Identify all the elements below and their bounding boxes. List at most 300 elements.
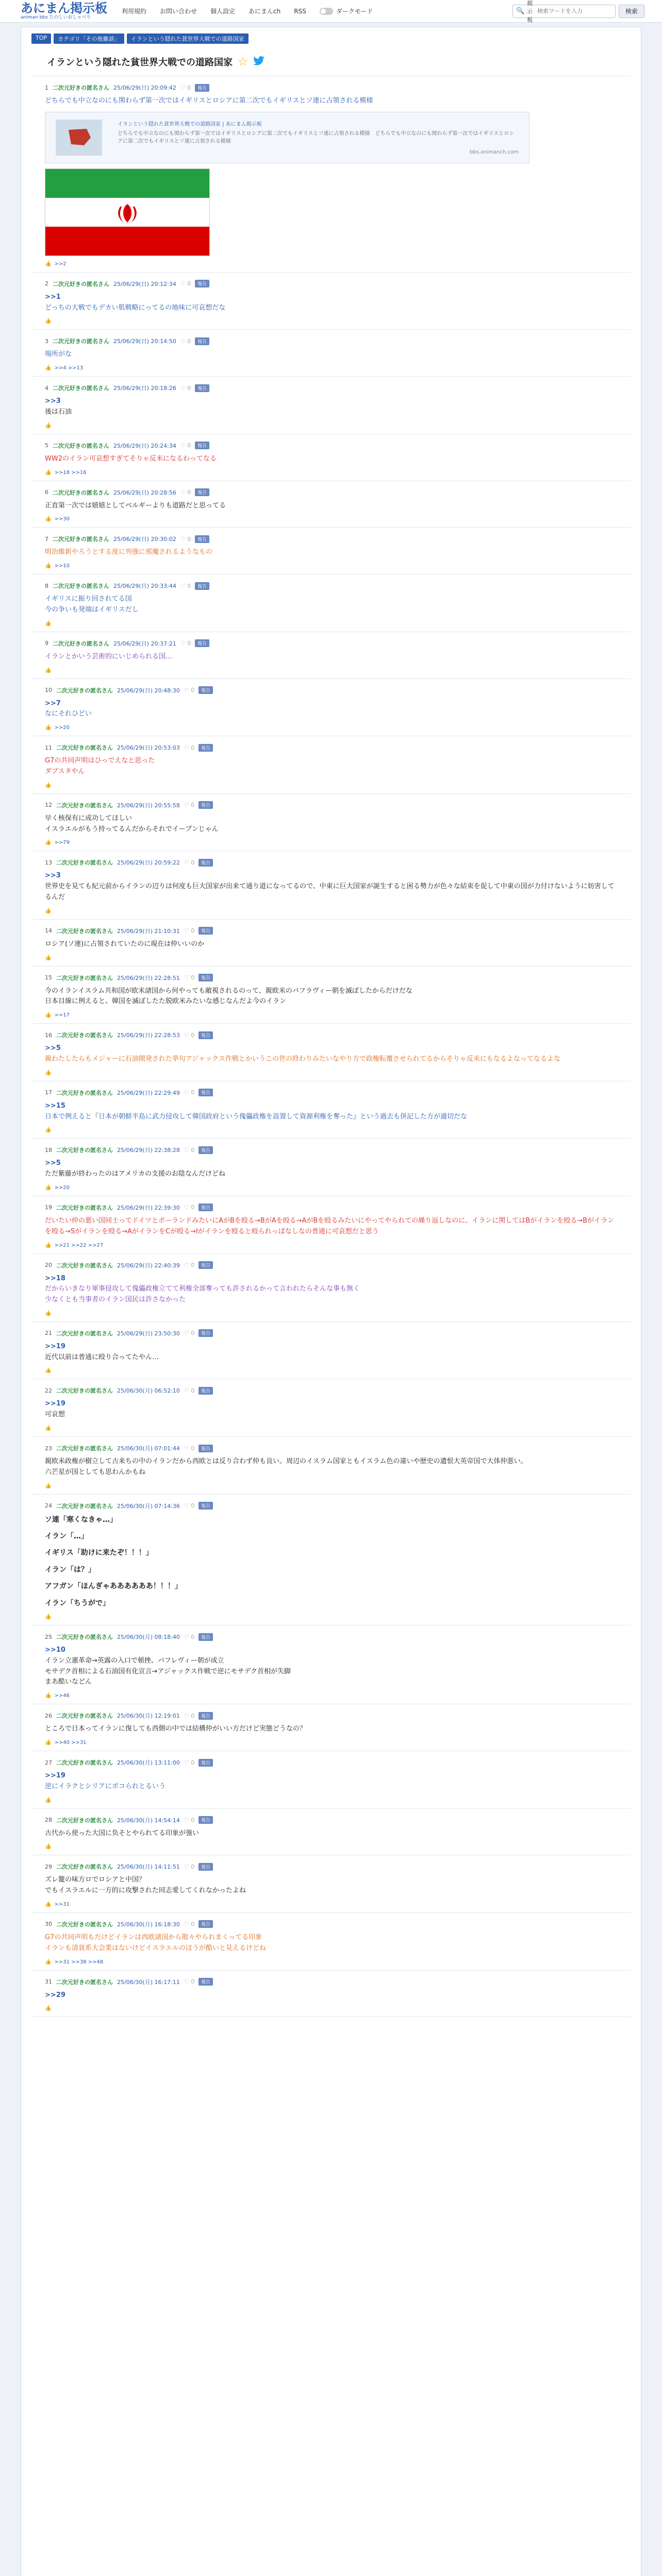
like-count[interactable]: ♡ 0 [184,974,195,981]
report-button[interactable]: 報告 [195,639,209,647]
post-date: 25/06/29(日) 20:33:44 [113,583,176,590]
thumbs-up-icon[interactable]: 👍 [45,908,52,914]
like-count[interactable]: ♡ 0 [184,1978,195,1986]
post-body [45,1274,617,1306]
post-number[interactable]: 4 [45,384,48,392]
nav-settings[interactable]: 個人設定 [210,8,236,15]
post-meta [45,384,617,392]
reply-links[interactable]: >>31 [54,1901,70,1907]
post-body [45,396,617,418]
post-meta [45,442,617,450]
post-meta [45,1502,617,1510]
like-count[interactable]: ♡ 0 [180,384,191,392]
report-button[interactable]: 報告 [198,974,213,981]
report-button[interactable]: 報告 [195,582,209,590]
post-date: 25/06/30(月) 16:18:30 [117,1921,180,1928]
reply-links[interactable]: >>4 >>13 [54,365,84,371]
post-body [45,1101,617,1123]
reply-anchor[interactable]: >>5 [45,1159,61,1167]
reply-anchor[interactable]: >>29 [45,1991,65,1999]
report-button[interactable]: 報告 [198,1920,213,1928]
thumbs-up-icon[interactable]: 👍 [45,1070,52,1076]
like-count[interactable]: ♡ 0 [184,687,195,694]
post [31,679,631,737]
reply-anchor[interactable]: >>5 [45,1044,61,1053]
thumbs-up-icon[interactable]: 👍 [45,1959,52,1965]
post-date: 25/06/29(日) 22:28:53 [117,1032,180,1039]
report-button[interactable]: 報告 [195,535,209,543]
post-date: 25/06/29(日) 22:39:30 [117,1204,180,1211]
thumbs-up-icon[interactable]: 👍 [45,1901,52,1907]
thumbs-up-icon[interactable]: 👍 [45,1242,52,1248]
post-list [31,76,631,2017]
like-count[interactable]: ♡ 0 [180,337,191,345]
post-number[interactable]: 2 [45,280,48,287]
report-button[interactable]: 報告 [198,1978,213,1986]
reply-links[interactable]: >>30 [54,516,70,522]
poster-name: 二次元好きの匿名さん [56,1387,113,1395]
poster-name: 二次元好きの匿名さん [56,744,113,752]
post-line: どちらでも中立なのにも関わらず第一次ではイギリスとロシアに第二次でもイギリスとソ連に占領される模様 [45,97,373,105]
post-date: 25/06/30(月) 16:17:11 [117,1978,180,1986]
post [31,434,631,481]
like-count[interactable]: ♡ 0 [180,280,191,287]
top-bar [0,0,662,23]
post [31,1495,631,1625]
post-number[interactable]: 13 [45,859,52,866]
thumbs-up-icon[interactable]: 👍 [45,1310,52,1316]
post [31,1913,631,1971]
thumbs-up-icon[interactable]: 👍 [45,1693,52,1699]
link-card-thumbnail [56,120,102,156]
report-button[interactable]: 報告 [195,442,209,449]
report-button[interactable]: 報告 [198,1261,213,1269]
post-line: ロシア(ソ連)に占領されていたのに現在は仲いいのか [45,940,205,948]
post-number[interactable]: 30 [45,1921,52,1928]
post-line: イランとかいう芸術的にいじめられる国… [45,652,173,660]
reply-anchor[interactable]: >>19 [45,1400,65,1408]
post-line: 今の争いも発端はイギリスだし [45,605,139,614]
poster-name: 二次元好きの匿名さん [56,1863,113,1871]
report-button[interactable]: 報告 [195,84,209,92]
post-number[interactable]: 29 [45,1863,52,1870]
post-meta [45,535,617,543]
post-line: 六芒星が国としても思わんかもね [45,1468,146,1476]
post-number[interactable]: 18 [45,1146,52,1154]
post-number[interactable]: 25 [45,1633,52,1640]
report-button[interactable]: 報告 [198,1712,213,1720]
post-number[interactable]: 20 [45,1262,52,1268]
post-number[interactable]: 8 [45,582,48,589]
post-footer [45,365,617,371]
report-button[interactable]: 報告 [198,801,213,809]
post-date: 25/06/29(日) 22:38:28 [117,1147,180,1154]
post-date: 25/06/29(日) 20:24:34 [113,442,176,449]
like-count[interactable]: ♡ 0 [184,1502,195,1510]
like-count-value: 0 [191,1978,195,1986]
post-meta [45,927,617,935]
post-line: イランも清貧系大会業はないけどイスラエルのほうが酷いと見えるけどね [45,1944,266,1952]
post-body [45,1990,617,2001]
like-count[interactable]: ♡ 0 [184,1089,195,1096]
favorite-star-icon[interactable]: ☆ [238,55,248,69]
reply-links[interactable]: >>79 [54,840,70,846]
reply-links[interactable]: >>40 >>31 [54,1740,87,1745]
thumbs-up-icon[interactable]: 👍 [45,469,52,476]
like-count[interactable]: ♡ 0 [180,442,191,449]
like-count[interactable]: ♡ 0 [184,1387,195,1394]
like-count[interactable]: ♡ 0 [180,535,191,543]
post-number[interactable]: 5 [45,442,48,449]
post-number[interactable]: 9 [45,640,48,647]
poster-name: 二次元好きの匿名さん [56,1978,113,1986]
post-number[interactable]: 24 [45,1502,52,1510]
post-body [45,1724,617,1735]
reply-anchor[interactable]: >>3 [45,872,61,880]
thumbs-up-icon[interactable]: 👍 [45,1184,52,1191]
thumbs-up-icon[interactable]: 👍 [45,365,52,371]
breadcrumb-thread[interactable]: イランという隠れた貧世界大戦での道路国家 [127,33,249,44]
like-count[interactable]: ♡ 0 [180,489,191,496]
post-line: 世界史を見ても紀元前からイランの辺りは何度も巨大国家が出来て通り道になってるので、中東に巨大国家が誕生すると困る勢力が色々な結束を促して中東の国が力付けないように妨害してるんだ [45,883,615,901]
post [31,736,631,794]
reply-anchor[interactable]: >>10 [45,1646,65,1654]
post-line: アフガン「ほんぎゃああああああ！！！」 [45,1582,182,1591]
like-count-value: 0 [191,1204,195,1211]
post-meta [45,1758,617,1767]
thumbs-up-icon[interactable]: 👍 [45,1740,52,1745]
thumbs-up-icon[interactable]: 👍 [45,1844,52,1850]
post-line: イギリス「助けに来たぞ！！！」 [45,1549,153,1557]
like-count[interactable]: ♡ 0 [184,1863,195,1870]
iran-flag-image[interactable] [45,168,210,256]
post-meta [45,1031,617,1039]
post [31,1379,631,1437]
post [31,794,631,852]
like-count[interactable]: ♡ 0 [184,744,195,751]
post-body [45,1456,617,1478]
report-button[interactable]: 報告 [195,488,209,496]
post-line: ソ連「寒くなきゃ…」 [45,1515,117,1524]
post-number[interactable]: 23 [45,1445,52,1452]
report-button[interactable]: 報告 [198,1816,213,1824]
post-date: 25/06/30(月) 07:14:36 [117,1502,180,1510]
like-count-value: 0 [191,1712,195,1719]
post-meta [45,1816,617,1824]
search-icon: 🔍 [516,7,525,15]
like-count[interactable]: ♡ 0 [184,1204,195,1211]
like-count[interactable]: ♡ 0 [180,582,191,589]
post-meta [45,743,617,752]
post-body [45,814,617,835]
post-footer [45,955,617,961]
post-number[interactable]: 14 [45,927,52,935]
reply-anchor[interactable]: >>7 [45,699,61,707]
report-button[interactable]: 報告 [198,1445,213,1452]
like-count-value: 0 [187,384,191,392]
post-body [45,349,617,360]
thumbs-up-icon[interactable]: 👍 [45,1614,52,1620]
post-body [45,292,617,314]
poster-name: 二次元好きの匿名さん [56,1817,113,1824]
search-input[interactable] [537,8,612,14]
post-footer [45,1483,617,1489]
poster-name: 二次元好きの匿名さん [56,1713,113,1720]
post-footer [45,1902,617,1907]
like-count[interactable]: ♡ 0 [184,1262,195,1268]
post-number[interactable]: 6 [45,489,48,496]
like-count-value: 0 [187,489,191,496]
post-number[interactable]: 10 [45,687,52,694]
report-button[interactable]: 報告 [198,1759,213,1767]
post-date: 25/06/30(月) 14:54:14 [117,1817,180,1824]
like-count-value: 0 [187,640,191,647]
breadcrumb-category[interactable]: カテゴリ「その他雑談」 [54,33,124,44]
post-number[interactable]: 3 [45,337,48,345]
poster-name: 二次元好きの匿名さん [53,338,109,345]
post-line: イラン「…」 [45,1532,88,1541]
thumbs-up-icon[interactable]: 👍 [45,1797,52,1803]
search-button[interactable]: 検索 [619,5,644,18]
post-date: 25/06/30(月) 06:52:10 [117,1387,180,1395]
thumbs-up-icon[interactable]: 👍 [45,318,52,325]
post-body [45,501,617,512]
post [31,330,631,377]
like-count-value: 0 [187,337,191,345]
post-meta [45,83,617,92]
post-date: 25/06/29(日) 22:29:49 [117,1089,180,1096]
search-area [512,0,644,23]
reply-anchor[interactable]: >>3 [45,397,61,405]
report-button[interactable]: 報告 [198,1204,213,1211]
like-count[interactable]: ♡ 0 [184,1712,195,1719]
reply-links[interactable]: >>20 [54,1184,70,1191]
report-button[interactable]: 報告 [198,1031,213,1039]
post [31,1081,631,1139]
post [31,1704,631,1751]
poster-name: 二次元好きの匿名さん [56,927,113,935]
thumbs-up-icon[interactable]: 👍 [45,563,52,569]
reply-anchor[interactable]: >>19 [45,1772,65,1780]
post-number[interactable]: 12 [45,802,52,809]
post-number[interactable]: 15 [45,974,52,981]
like-count[interactable]: ♡ 0 [184,1921,195,1928]
post-footer [45,783,617,788]
post-number[interactable]: 28 [45,1817,52,1824]
report-button[interactable]: 報告 [198,927,213,935]
thumbs-up-icon[interactable]: 👍 [45,725,52,731]
reply-anchor[interactable]: >>15 [45,1101,65,1110]
like-count[interactable]: ♡ 0 [184,1445,195,1452]
dark-mode-toggle[interactable] [320,7,373,15]
post-footer [45,1740,617,1745]
poster-name: 二次元好きの匿名さん [53,536,109,543]
thumbs-up-icon[interactable]: 👍 [45,1368,52,1374]
like-count-value: 0 [191,1031,195,1039]
thumbs-up-icon[interactable]: 👍 [45,1483,52,1489]
post [31,76,631,273]
poster-name: 二次元好きの匿名さん [53,280,109,287]
nav-terms[interactable]: 利用規約 [122,8,147,15]
post-number[interactable]: 21 [45,1330,52,1337]
report-button[interactable]: 報告 [198,1502,213,1510]
post-body [45,756,617,777]
post-number[interactable]: 22 [45,1387,52,1394]
like-count[interactable]: ♡ 0 [184,859,195,866]
post-line: でもイスラエルに一方的に攻撃された同志愛してくれなかったよね [45,1887,246,1895]
report-button[interactable]: 報告 [198,686,213,694]
thumbs-up-icon[interactable]: 👍 [45,782,52,788]
post-number[interactable]: 16 [45,1031,52,1039]
report-button[interactable]: 報告 [195,384,209,392]
like-count[interactable]: ♡ 0 [184,1330,195,1337]
thumbs-up-icon[interactable]: 👍 [45,1012,52,1019]
poster-name: 二次元好きの匿名さん [56,974,113,981]
like-count-value: 0 [187,582,191,589]
report-button[interactable]: 報告 [198,1146,213,1154]
post-line: イラン「ちうがで」 [45,1599,110,1607]
like-count[interactable]: ♡ 0 [184,1633,195,1640]
post [31,481,631,528]
reply-links[interactable]: >>10 [54,563,70,569]
nav-rss[interactable]: RSS [294,7,306,15]
post-line: 後は石油 [45,408,72,416]
post-line: 日本で例えると『日本が朝鮮半島に武力侵攻して韓国政府という傀儡政権を設置して資源利権を奪った』という過去も併記した方が適切だな [45,1112,468,1121]
like-count[interactable]: ♡ 0 [180,84,191,91]
report-button[interactable]: 報告 [198,1863,213,1871]
report-button[interactable]: 報告 [198,859,213,867]
nav-animanch[interactable]: あにまんch [249,8,281,15]
report-button[interactable]: 報告 [195,337,209,345]
post-body [45,547,617,558]
post-meta [45,1978,617,1986]
thumbs-up-icon[interactable]: 👍 [45,955,52,961]
site-logo[interactable] [21,2,107,20]
like-count[interactable]: ♡ 0 [184,1759,195,1766]
thumbs-up-icon[interactable]: 👍 [45,422,52,429]
reply-anchor[interactable]: >>1 [45,293,61,301]
report-button[interactable]: 報告 [198,1387,213,1395]
post-line: イラン立憲革命→英露の入口で頓挫、パフレヴィー朝が成立 [45,1656,224,1665]
twitter-share-icon[interactable] [253,56,264,67]
post-body [45,652,617,663]
post-body [45,1514,617,1609]
post-number[interactable]: 26 [45,1712,52,1719]
reply-links[interactable]: >>20 [54,725,70,731]
toggle-switch-icon [320,8,333,15]
post-number[interactable]: 1 [45,84,48,91]
post-date: 25/06/29(日) 21:10:31 [117,927,180,935]
reply-links[interactable]: >>31 >>38 >>48 [54,1959,104,1965]
post [31,574,631,632]
post-number[interactable]: 31 [45,1978,52,1986]
breadcrumb-top[interactable]: TOP [31,33,51,44]
reply-links[interactable]: >>2 [54,261,67,267]
thumbs-up-icon[interactable]: 👍 [45,840,52,846]
like-count[interactable]: ♡ 0 [184,927,195,935]
post-line: ダブスタやん [45,767,85,775]
poster-name: 二次元好きの匿名さん [56,1089,113,1096]
post-number[interactable]: 17 [45,1089,52,1096]
post-meta [45,488,617,497]
post-footer [45,423,617,429]
report-button[interactable]: 報告 [198,1633,213,1641]
poster-name: 二次元好きの匿名さん [56,1759,113,1766]
reply-links[interactable]: >>21 >>22 >>27 [54,1242,104,1248]
link-card[interactable] [45,112,529,163]
like-count[interactable]: ♡ 0 [184,1031,195,1039]
post-body [45,1043,617,1065]
post-footer [45,668,617,673]
thumbs-up-icon[interactable]: 👍 [45,2006,52,2012]
post-line: WW2のイラン可哀想すぎてそりゃ反米になるわってなる [45,454,217,463]
like-count-value: 0 [191,1445,195,1452]
post [31,1254,631,1322]
thumbs-up-icon[interactable]: 👍 [45,261,52,267]
reply-links[interactable]: >>18 >>16 [54,469,87,476]
reply-links[interactable]: >>46 [54,1693,70,1699]
reply-anchor[interactable]: >>18 [45,1274,65,1282]
post-meta [45,639,617,648]
like-count[interactable]: ♡ 0 [184,1146,195,1154]
post-date: 25/06/29(日) 20:55:58 [117,802,180,809]
nav-contact[interactable]: お問い合わせ [160,8,197,15]
poster-name: 二次元好きの匿名さん [53,442,109,449]
thumbs-up-icon[interactable]: 👍 [45,667,52,673]
like-count[interactable]: ♡ 0 [184,802,195,809]
search-scope[interactable]: 掲示板 [527,0,533,23]
post-footer [45,516,617,522]
post-number[interactable]: 7 [45,535,48,543]
thumbs-up-icon[interactable]: 👍 [45,1426,52,1432]
post-meta [45,582,617,590]
like-count[interactable]: ♡ 0 [184,1817,195,1824]
report-button[interactable]: 報告 [198,1089,213,1096]
post-meta [45,801,617,809]
report-button[interactable]: 報告 [198,1329,213,1337]
like-count-value: 0 [191,744,195,751]
post-number[interactable]: 11 [45,744,52,751]
poster-name: 二次元好きの匿名さん [53,640,109,647]
post-footer [45,1798,617,1803]
reply-anchor[interactable]: >>19 [45,1342,65,1350]
top-nav [122,7,373,15]
like-count-value: 0 [191,1863,195,1870]
post-line: 明治維新やろうとする度に列強に邪魔されるようなもの [45,548,213,556]
poster-name: 二次元好きの匿名さん [56,1147,113,1154]
thumbs-up-icon[interactable]: 👍 [45,1127,52,1133]
thumbs-up-icon[interactable]: 👍 [45,516,52,522]
post [31,632,631,679]
post-footer [45,2006,617,2011]
link-card-desc: どちらでも中立なのにも関わらず第一次ではイギリスとロシアに第二次でもイギリスとソ連に占領される模様 どちらでも中立なのにも関わらず第一次ではイギリスとロシアに第二次でもイギリスとソ連に占領される模様 [118,130,515,144]
post-meta [45,1204,617,1212]
report-button[interactable]: 報告 [198,744,213,752]
post [31,967,631,1024]
like-count[interactable]: ♡ 0 [180,640,191,647]
reply-links[interactable]: >>17 [54,1012,70,1019]
thumbs-up-icon[interactable]: 👍 [45,620,52,626]
report-button[interactable]: 報告 [195,280,209,287]
post-number[interactable]: 27 [45,1759,52,1766]
post-number[interactable]: 19 [45,1204,52,1211]
post-footer [45,1426,617,1431]
poster-name: 二次元好きの匿名さん [56,687,113,694]
post [31,1024,631,1081]
poster-name: 二次元好きの匿名さん [56,1032,113,1039]
like-count-value: 0 [187,442,191,449]
post-date: 25/06/29(日) 22:40:39 [117,1262,180,1269]
